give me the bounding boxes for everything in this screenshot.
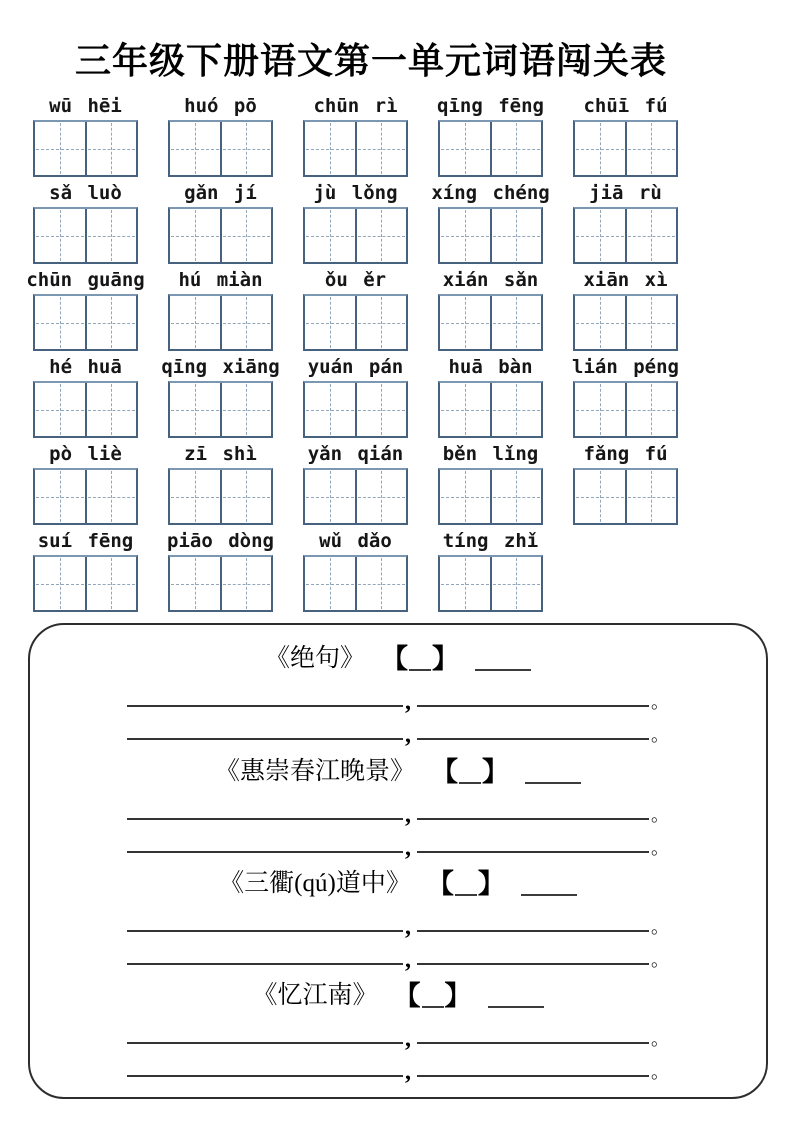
verse-line — [30, 937, 766, 973]
verse-blank-right — [417, 738, 649, 740]
word-unit — [303, 354, 408, 438]
character-grid-box — [33, 381, 138, 438]
word-unit — [33, 354, 138, 438]
author-blank — [488, 1006, 544, 1008]
character-grid-box — [33, 120, 138, 177]
pinyin-label: jiā rù — [589, 182, 662, 205]
bracket-close-glyph: 】 — [482, 756, 509, 787]
period-mark: 。 — [651, 1061, 669, 1082]
character-grid-box — [438, 294, 543, 351]
character-grid-box — [303, 555, 408, 612]
bracket-open-glyph: 【 — [393, 980, 421, 1011]
verse-line — [30, 679, 766, 716]
verse-blank-right — [417, 1075, 649, 1077]
grid-cell — [220, 209, 272, 262]
pinyin-label: huā bàn — [448, 356, 533, 379]
grid-cell — [85, 296, 137, 349]
grid-cell — [440, 557, 490, 610]
period-mark: 。 — [651, 1028, 669, 1049]
grid-cell — [170, 209, 220, 262]
dynasty-bracket — [431, 757, 509, 787]
grid-cell — [85, 122, 137, 175]
comma-mark: , — [405, 946, 411, 973]
pinyin-label: xiān xì — [583, 269, 668, 292]
word-unit — [33, 528, 138, 612]
bracket-open-glyph: 【 — [426, 868, 454, 899]
character-grid-box — [573, 468, 678, 525]
verse-blank-left — [127, 1042, 403, 1044]
dynasty-blank — [409, 669, 431, 671]
pinyin-label: qīng xiāng — [161, 356, 280, 379]
poem-block — [30, 640, 766, 749]
author-blank — [475, 669, 531, 671]
grid-cell — [35, 122, 85, 175]
word-unit — [168, 441, 273, 525]
dynasty-bracket — [394, 981, 472, 1011]
pinyin-label: pò liè — [49, 443, 122, 466]
pinyin-label: xíng chéng — [431, 182, 550, 205]
verse-blank-left — [127, 963, 403, 965]
grid-cell — [355, 209, 407, 262]
bracket-open-glyph: 【 — [381, 644, 408, 675]
pinyin-label: piāo dòng — [167, 530, 274, 553]
poem-box — [28, 623, 768, 1099]
period-mark: 。 — [651, 692, 669, 713]
verse-line — [30, 1049, 766, 1085]
period-mark: 。 — [651, 949, 669, 970]
grid-cell — [490, 383, 542, 436]
verse-blank-left — [127, 930, 403, 932]
word-unit — [33, 441, 138, 525]
dynasty-blank — [459, 782, 481, 784]
poem-title: 《三衢(qú)道中》 — [219, 869, 411, 897]
grid-cell — [490, 209, 542, 262]
character-grid-box — [33, 468, 138, 525]
grid-cell — [355, 470, 407, 523]
pinyin-label: hé huā — [49, 356, 122, 379]
grid-cell — [490, 122, 542, 175]
grid-cell — [440, 296, 490, 349]
character-grid-box — [168, 294, 273, 351]
comma-mark: , — [405, 722, 411, 749]
verse-blank-left — [127, 1075, 403, 1077]
grid-cell — [305, 470, 355, 523]
character-grid-box — [303, 468, 408, 525]
word-row — [33, 528, 793, 612]
word-row — [33, 93, 793, 177]
character-grid-box — [303, 120, 408, 177]
bracket-open-glyph: 【 — [431, 756, 458, 787]
comma-mark: , — [405, 834, 411, 861]
period-mark: 。 — [651, 725, 669, 746]
character-grid-box — [168, 381, 273, 438]
verse-line — [30, 792, 766, 828]
grid-cell — [220, 296, 272, 349]
poem-title-line — [30, 977, 766, 1011]
grid-cell — [305, 383, 355, 436]
pinyin-label: chūn rì — [313, 95, 398, 118]
grid-cell — [355, 122, 407, 175]
pinyin-label: ǒu ěr — [324, 269, 387, 292]
character-grid-box — [168, 555, 273, 612]
word-unit — [573, 354, 678, 438]
poem-title-line — [30, 753, 766, 787]
word-unit — [168, 93, 273, 177]
word-unit — [573, 267, 678, 351]
word-unit — [438, 354, 543, 438]
bracket-close-glyph: 】 — [444, 980, 472, 1011]
word-row — [33, 354, 793, 438]
word-unit — [33, 180, 138, 264]
character-grid-box — [573, 294, 678, 351]
word-unit — [573, 180, 678, 264]
grid-cell — [170, 383, 220, 436]
pinyin-label: lián péng — [572, 356, 679, 379]
grid-cell — [625, 383, 677, 436]
grid-cell — [85, 383, 137, 436]
pinyin-label: chūī fú — [583, 95, 668, 118]
grid-cell — [85, 470, 137, 523]
grid-cell — [625, 470, 677, 523]
grid-cell — [305, 557, 355, 610]
pinyin-label: chūn guāng — [26, 269, 145, 292]
word-row — [33, 180, 793, 264]
word-unit — [303, 267, 408, 351]
word-row — [26, 267, 793, 351]
grid-cell — [490, 296, 542, 349]
word-unit — [573, 441, 678, 525]
grid-cell — [490, 557, 542, 610]
poem-block — [30, 977, 766, 1085]
verse-blank-left — [127, 705, 403, 707]
verse-blank-right — [417, 818, 649, 820]
grid-cell — [35, 383, 85, 436]
poem-block — [30, 865, 766, 973]
grid-cell — [305, 209, 355, 262]
comma-mark: , — [405, 1058, 411, 1085]
grid-cell — [85, 557, 137, 610]
pinyin-label: zī shì — [184, 443, 257, 466]
verse-blank-right — [417, 1042, 649, 1044]
pinyin-label: fǎng fú — [583, 443, 668, 466]
verse-line — [30, 712, 766, 749]
verse-blank-right — [417, 851, 649, 853]
poem-title: 《惠崇春江晚景》 — [214, 757, 415, 785]
word-unit — [168, 267, 273, 351]
period-mark: 。 — [651, 837, 669, 858]
pinyin-label: sǎ luò — [49, 182, 122, 205]
comma-mark: , — [405, 1025, 411, 1052]
bracket-close-glyph: 】 — [477, 868, 505, 899]
verse-blank-left — [127, 818, 403, 820]
word-unit — [26, 267, 145, 351]
author-blank — [521, 894, 577, 896]
grid-cell — [85, 209, 137, 262]
author-blank — [525, 782, 581, 784]
grid-cell — [170, 296, 220, 349]
grid-cell — [170, 122, 220, 175]
grid-cell — [440, 383, 490, 436]
period-mark: 。 — [651, 916, 669, 937]
word-unit — [303, 441, 408, 525]
character-grid-box — [303, 294, 408, 351]
dynasty-blank — [422, 1006, 444, 1008]
character-grid-box — [168, 207, 273, 264]
word-unit — [303, 528, 408, 612]
grid-cell — [170, 557, 220, 610]
poem-block — [30, 753, 766, 861]
verse-blank-left — [127, 738, 403, 740]
grid-cell — [35, 209, 85, 262]
word-unit — [438, 528, 543, 612]
pinyin-label: yuán pán — [307, 356, 404, 379]
grid-cell — [625, 296, 677, 349]
word-unit — [438, 267, 543, 351]
verse-blank-right — [417, 963, 649, 965]
word-unit — [161, 354, 280, 438]
grid-cell — [575, 383, 625, 436]
grid-cell — [35, 557, 85, 610]
dynasty-blank — [455, 894, 477, 896]
grid-cell — [220, 557, 272, 610]
period-mark: 。 — [651, 804, 669, 825]
character-grid-box — [573, 120, 678, 177]
character-grid-box — [438, 381, 543, 438]
pinyin-label: huó pō — [184, 95, 257, 118]
character-grid-box — [303, 381, 408, 438]
poem-title: 《绝句》 — [264, 645, 365, 673]
character-grid-box — [33, 555, 138, 612]
verse-line — [30, 904, 766, 940]
character-grid-box — [438, 468, 543, 525]
dynasty-bracket — [427, 869, 505, 899]
comma-mark: , — [405, 689, 411, 716]
pinyin-label: běn lǐng — [442, 443, 539, 466]
word-unit — [303, 93, 408, 177]
verse-blank-right — [417, 705, 649, 707]
grid-cell — [575, 470, 625, 523]
grid-cell — [625, 209, 677, 262]
character-grid-box — [33, 294, 138, 351]
character-grid-box — [168, 120, 273, 177]
grid-cell — [170, 470, 220, 523]
word-unit — [168, 180, 273, 264]
pinyin-label: wū hēi — [49, 95, 122, 118]
character-grid-box — [33, 207, 138, 264]
grid-cell — [440, 470, 490, 523]
character-grid-box — [438, 555, 543, 612]
grid-cell — [35, 296, 85, 349]
pinyin-label: qīng fēng — [437, 95, 544, 118]
word-row — [33, 441, 793, 525]
grid-cell — [440, 122, 490, 175]
comma-mark: , — [405, 913, 411, 940]
pinyin-label: gǎn jí — [184, 182, 257, 205]
word-unit — [33, 93, 138, 177]
character-grid-box — [438, 120, 543, 177]
grid-cell — [575, 122, 625, 175]
grid-cell — [490, 470, 542, 523]
pinyin-label: suí fēng — [37, 530, 134, 553]
pinyin-label: tíng zhǐ — [442, 530, 539, 553]
word-unit — [438, 441, 543, 525]
grid-cell — [305, 296, 355, 349]
verse-line — [30, 1016, 766, 1052]
pinyin-label: hú miàn — [178, 269, 263, 292]
grid-cell — [305, 122, 355, 175]
pinyin-label: yǎn qián — [307, 443, 404, 466]
grid-cell — [440, 209, 490, 262]
poem-title: 《忆江南》 — [252, 981, 378, 1009]
dynasty-bracket — [381, 644, 459, 674]
bracket-close-glyph: 】 — [432, 644, 459, 675]
character-grid-box — [168, 468, 273, 525]
poem-title-line — [30, 865, 766, 899]
word-unit — [438, 93, 543, 177]
character-grid-box — [573, 207, 678, 264]
character-grid-box — [303, 207, 408, 264]
grid-cell — [355, 383, 407, 436]
word-unit — [431, 180, 550, 264]
grid-cell — [355, 557, 407, 610]
comma-mark: , — [405, 801, 411, 828]
pinyin-label: xián sǎn — [442, 269, 539, 292]
word-unit — [303, 180, 408, 264]
verse-line — [30, 825, 766, 861]
character-grid-box — [438, 207, 543, 264]
grid-cell — [575, 296, 625, 349]
verse-blank-left — [127, 851, 403, 853]
worksheet-title: 三年级下册语文第一单元词语闯关表 — [75, 41, 668, 81]
grid-cell — [220, 470, 272, 523]
grid-cell — [575, 209, 625, 262]
grid-cell — [220, 383, 272, 436]
poem-title-line — [30, 640, 766, 674]
grid-cell — [220, 122, 272, 175]
grid-cell — [355, 296, 407, 349]
grid-cell — [35, 470, 85, 523]
pinyin-label: jù lǒng — [313, 182, 398, 205]
word-grid — [0, 93, 793, 612]
grid-cell — [625, 122, 677, 175]
word-unit — [573, 93, 678, 177]
pinyin-label: wǔ dǎo — [319, 530, 392, 553]
character-grid-box — [573, 381, 678, 438]
word-unit — [168, 528, 273, 612]
verse-blank-right — [417, 930, 649, 932]
